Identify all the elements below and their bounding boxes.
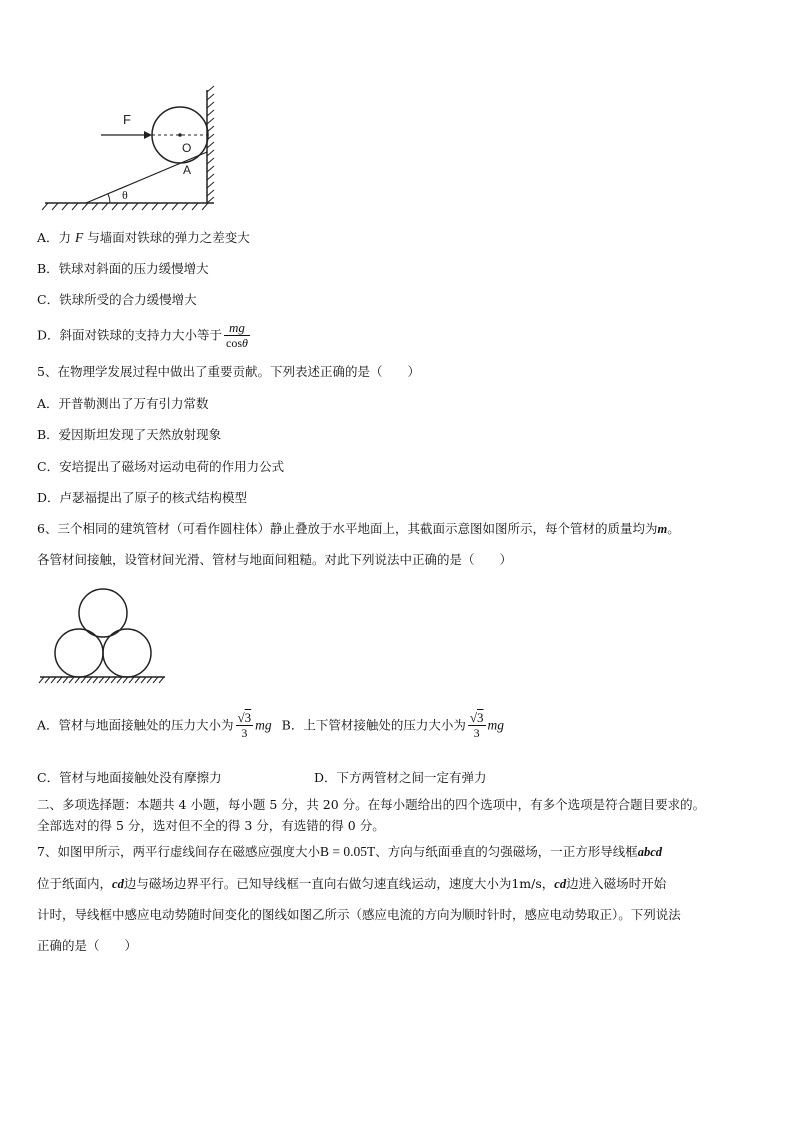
angle-label: θ [122,188,128,202]
q5-option-c: C．安培提出了磁场对运动电荷的作用力公式 [37,459,285,474]
q6-options-ab: A．管材与地面接触处的压力大小为 $\frac{√3}{3}$ mg B．上下管材接触处的压力大小为 $\frac{√3}{3}$ mg [37,710,504,740]
q5-stem: 5、在物理学发展过程中做出了重要贡献。下列表述正确的是（ ） [37,364,420,379]
q6-stem-line1: 6、三个相同的建筑管材（可看作圆柱体）静止叠放于水平地面上，其截面示意图如图所示，每个管材的质量均为m。 [37,521,680,536]
section2-line1: 二、多项选择题：本题共 4 小题，每小题 5 分，共 20 分。在每小题给出的四个选项中，有多个选项是符合题目要求的。 [37,797,706,812]
fraction-mg-cos: $\frac{mg}{\cos\theta}$ [226,320,248,350]
figure-stacked-pipes [0,580,794,690]
q5-option-d: D．卢瑟福提出了原子的核式结构模型 [37,490,248,505]
section2-line2: 全部选对的得 5 分，选对但不全的得 3 分，有选错的得 0 分。 [37,818,385,833]
q5-option-a: A．开普勒测出了万有引力常数 [37,396,209,411]
q6-option-c: C．管材与地面接触处没有摩擦力 [37,770,222,785]
figure-ball-incline [0,0,794,220]
fraction-sqrt3-over-3-a: $\frac{√3}{3}$ [237,710,252,740]
force-label: F [123,112,131,127]
q4-option-c: C．铁球所受的合力缓慢增大 [37,292,197,307]
q7-line4: 正确的是（ ） [37,938,138,953]
q4-option-a: A．力 F 与墙面对铁球的弹力之差变大 [37,230,250,245]
q6-stem-line2: 各管材间接触，设管材间光滑、管材与地面间粗糙。对此下列说法中正确的是（ ） [37,552,513,567]
point-label: A [183,163,192,177]
q6-option-d: D．下方两管材之间一定有弹力 [314,770,487,785]
center-label: O [182,141,192,155]
q7-line2: 位于纸面内，cd边与磁场边界平行。已知导线框一直向右做匀速直线运动，速度大小为1m/s，cd边进入磁场时开始 [37,876,667,891]
q7-line3: 计时，导线框中感应电动势随时间变化的图线如图乙所示（感应电流的方向为顺时针时，感应电动势取正）。下列说法 [37,907,681,922]
q5-option-b: B．爱因斯坦发现了天然放射现象 [37,427,222,442]
fraction-sqrt3-over-3-b: $\frac{√3}{3}$ [469,710,484,740]
q4-option-b: B．铁球对斜面的压力缓慢增大 [37,261,209,276]
q4-option-d: D．斜面对铁球的支持力大小等于 $\frac{mg}{\cos\theta}$ [37,320,248,350]
q7-line1: 7、如图甲所示，两平行虚线间存在磁感应强度大小B = 0.05T、方向与纸面垂直的匀强磁场，一正方形导线框abcd [37,844,663,859]
